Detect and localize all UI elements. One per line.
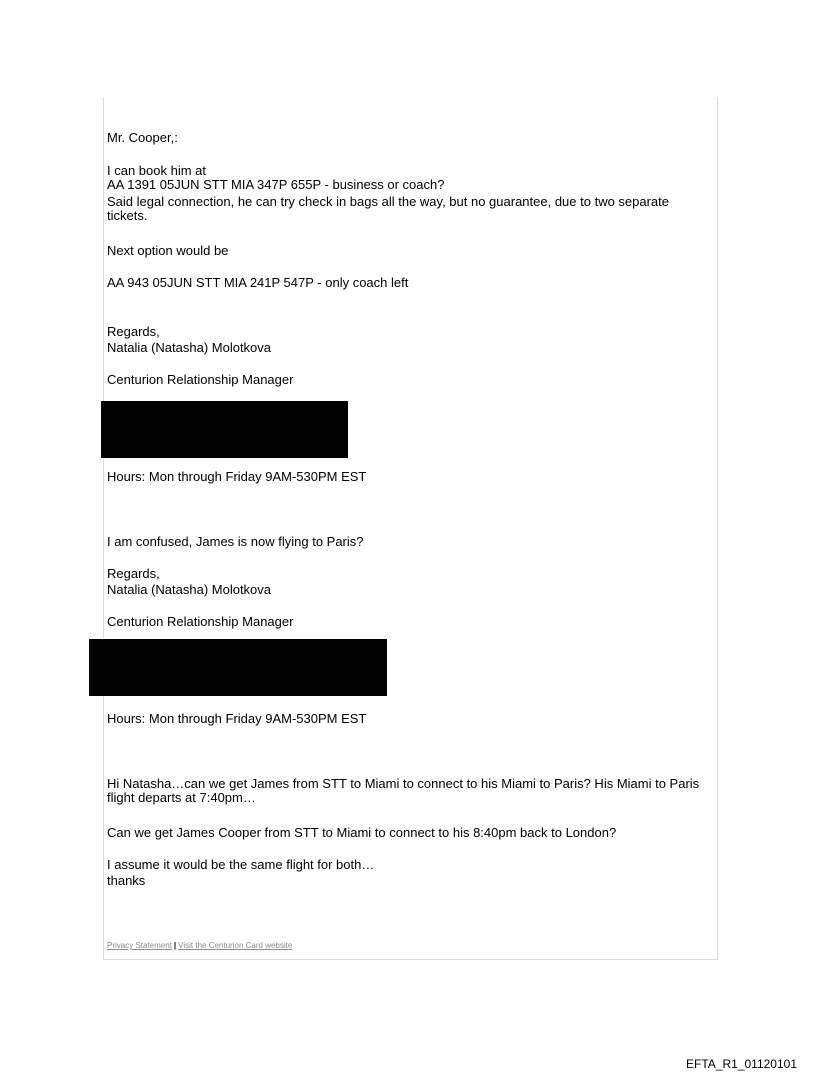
privacy-statement-link[interactable]: Privacy Statement [107, 941, 172, 950]
document-id: EFTA_R1_01120101 [686, 1057, 797, 1071]
centurion-website-link[interactable]: Visit the Centurion Card website [178, 941, 293, 950]
request-london: Can we get James Cooper from STT to Miami to connect to his 8:40pm back to London? [107, 825, 617, 840]
next-option-label: Next option would be [107, 243, 229, 258]
signature-hours: Hours: Mon through Friday 9AM-530PM EST [107, 711, 367, 726]
signature-title: Centurion Relationship Manager [107, 372, 294, 387]
signature-title: Centurion Relationship Manager [107, 614, 294, 629]
confused-message: I am confused, James is now flying to Paris? [107, 534, 364, 549]
signature-name: Natalia (Natasha) Molotkova [107, 340, 272, 355]
booking-intro: I can book him at [107, 163, 206, 178]
connection-note: Said legal connection, he can try check in bags all the way, but no guarantee, due to two separate tickets. [107, 194, 670, 223]
footer-links [107, 941, 292, 950]
signature-name: Natalia (Natasha) Molotkova [107, 582, 272, 597]
signature-hours: Hours: Mon through Friday 9AM-530PM EST [107, 469, 367, 484]
flight-option-2: AA 943 05JUN STT MIA 241P 547P - only coach left [107, 275, 409, 290]
footer-separator: | [173, 941, 177, 950]
redaction-block [101, 401, 348, 458]
signature-regards: Regards, [107, 324, 160, 339]
assumption-line: I assume it would be the same flight for both… [107, 857, 375, 872]
signature-regards: Regards, [107, 566, 160, 581]
redaction-block [89, 639, 387, 696]
request-paris: Hi Natasha…can we get James from STT to Miami to connect to his Miami to Paris? His Miami to Paris flight departs at 7:40pm… [107, 776, 700, 805]
thanks-line: thanks [107, 873, 146, 888]
greeting: Mr. Cooper,: [107, 130, 178, 145]
flight-option-1: AA 1391 05JUN STT MIA 347P 655P - business or coach? [107, 177, 445, 192]
